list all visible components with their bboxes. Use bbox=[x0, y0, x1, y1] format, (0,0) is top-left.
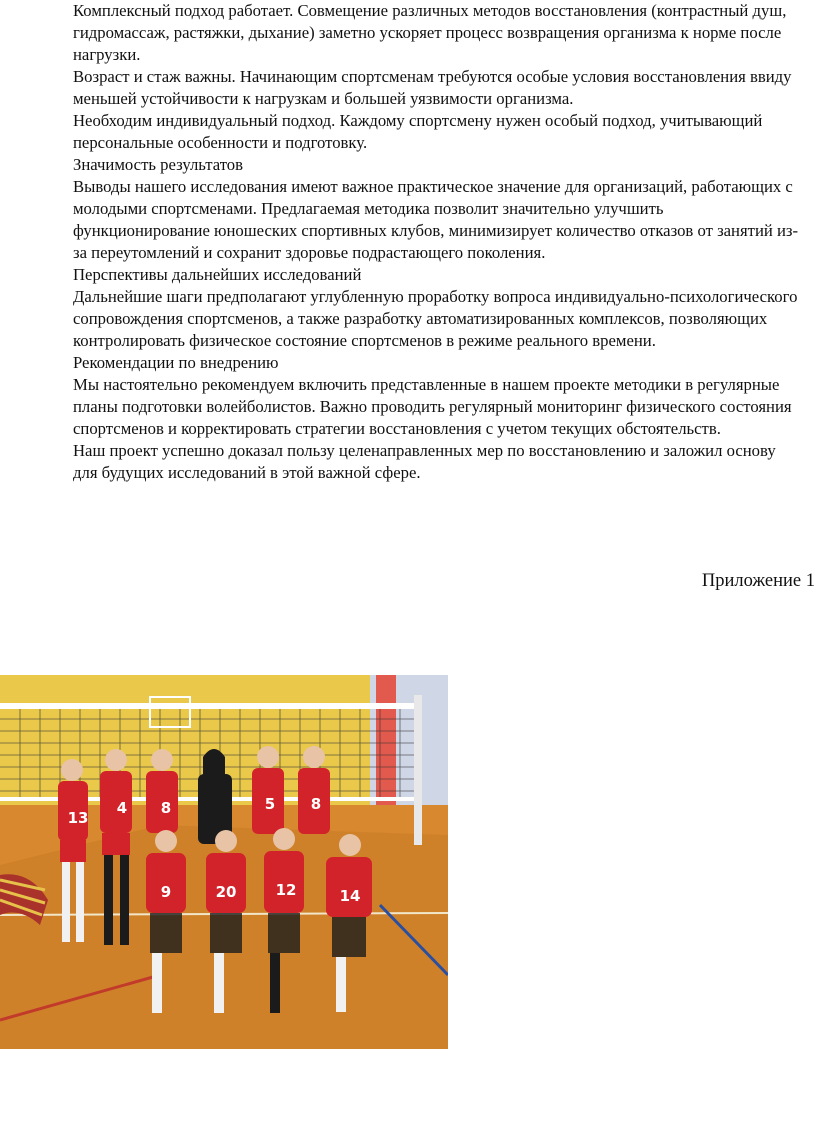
document-body bbox=[73, 0, 801, 484]
team-photo bbox=[0, 675, 448, 1049]
wall-flag-stripe bbox=[376, 675, 396, 825]
paragraph-age-experience: Возраст и стаж важны. Начинающим спортсменам требуются особые условия восстановления ввиду меньшей устойчивости к нагрузкам и большей уязвимости организма. bbox=[73, 67, 792, 108]
jersey-number: 5 bbox=[264, 795, 276, 813]
appendix-label: Приложение 1 bbox=[701, 571, 815, 591]
jersey-number: 14 bbox=[339, 887, 361, 905]
jersey-number: 20 bbox=[215, 883, 237, 901]
heading-prospects: Перспективы дальнейших исследований bbox=[73, 265, 362, 284]
paragraph-individual-approach: Необходим индивидуальный подход. Каждому спортсмену нужен особый подход, учитывающий персональные особенности и подготовку. bbox=[73, 111, 763, 152]
paragraph-significance: Выводы нашего исследования имеют важное практическое значение для организаций, работающих с молодыми спортсменами. Предлагаемая методика позволит значительно улучшить функционирование юношеских спортивных клубов, минимизирует количество отказов от занятий из-за переутомлений и сохранит здоровье подрастающего поколения. bbox=[73, 177, 799, 262]
paragraph-complex-approach: Комплексный подход работает. Совмещение различных методов восстановления (контрастный душ, гидромассаж, растяжки, дыхание) заметно ускоряет процесс возвращения организма к норме после нагрузки. bbox=[73, 1, 787, 64]
jersey-number: 12 bbox=[275, 881, 297, 899]
paragraph-recommendations: Мы настоятельно рекомендуем включить представленные в нашем проекте методики в регулярные планы подготовки волейболистов. Важно проводить регулярный мониторинг физического состояния спортсменов и корректировать стратегии восстановления с учетом текущих обстоятельств. bbox=[73, 375, 792, 438]
jersey-number: 9 bbox=[160, 883, 172, 901]
paragraph-prospects: Дальнейшие шаги предполагают углубленную проработку вопроса индивидуально-психологического сопровождения спортсменов, а также разработку автоматизированных комплексов, позволяющих контролировать физическое состояние спортсменов в режиме реального времени. bbox=[73, 287, 798, 350]
heading-recommendations: Рекомендации по внедрению bbox=[73, 353, 279, 372]
jersey-number: 13 bbox=[67, 809, 89, 827]
paragraph-conclusion: Наш проект успешно доказал пользу целенаправленных мер по восстановлению и заложил основу для будущих исследований в этой важной сфере. bbox=[73, 441, 776, 482]
heading-significance: Значимость результатов bbox=[73, 155, 244, 174]
jersey-number: 8 bbox=[160, 799, 172, 817]
jersey-number: 8 bbox=[310, 795, 322, 813]
jersey-number: 4 bbox=[116, 799, 128, 817]
